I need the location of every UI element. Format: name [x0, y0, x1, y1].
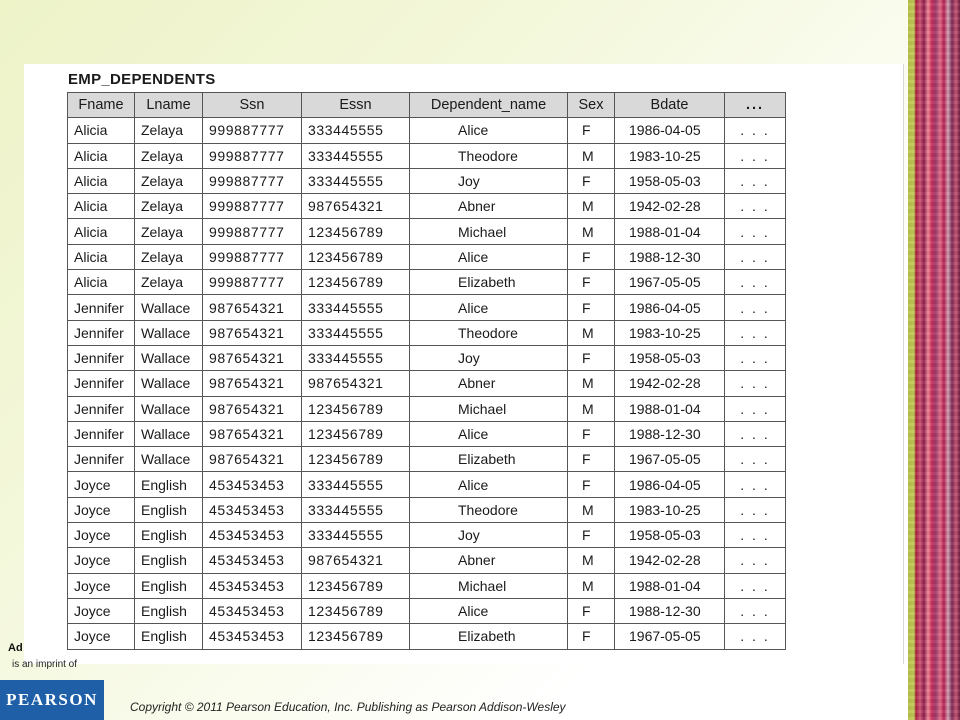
- cell-dep: Alice: [410, 118, 568, 143]
- pearson-logo: [0, 680, 104, 720]
- cell-ssn: 453453453: [203, 523, 302, 548]
- table-row: [68, 523, 786, 548]
- cell-dep: Alice: [410, 244, 568, 269]
- cell-fname: Joyce: [68, 598, 135, 623]
- cell-ssn: 453453453: [203, 624, 302, 649]
- cell-lname: English: [135, 497, 203, 522]
- cell-fname: Jennifer: [68, 320, 135, 345]
- cell-dep: Abner: [410, 548, 568, 573]
- col-header-lname: Lname: [135, 93, 203, 118]
- cell-dep: Michael: [410, 219, 568, 244]
- cell-sex: F: [568, 270, 615, 295]
- cell-more: . . .: [725, 118, 786, 143]
- cell-fname: Jennifer: [68, 371, 135, 396]
- cell-sex: F: [568, 523, 615, 548]
- table-row: [68, 244, 786, 269]
- col-header-dependent-name: Dependent_name: [410, 93, 568, 118]
- cell-bdate: 1967-05-05: [615, 624, 725, 649]
- cell-bdate: 1958-05-03: [615, 345, 725, 370]
- cell-dep: Joy: [410, 523, 568, 548]
- cell-ssn: 999887777: [203, 194, 302, 219]
- cell-ssn: 453453453: [203, 573, 302, 598]
- cell-fname: Alicia: [68, 168, 135, 193]
- cell-dep: Michael: [410, 573, 568, 598]
- cell-essn: 333445555: [302, 295, 410, 320]
- cell-bdate: 1988-12-30: [615, 421, 725, 446]
- cell-bdate: 1988-01-04: [615, 219, 725, 244]
- cell-fname: Joyce: [68, 523, 135, 548]
- emp-dependents-table: [67, 92, 786, 650]
- cell-dep: Theodore: [410, 143, 568, 168]
- cell-lname: Wallace: [135, 447, 203, 472]
- cell-more: . . .: [725, 320, 786, 345]
- cell-lname: Zelaya: [135, 219, 203, 244]
- cell-ssn: 999887777: [203, 270, 302, 295]
- cell-bdate: 1967-05-05: [615, 447, 725, 472]
- cell-fname: Joyce: [68, 548, 135, 573]
- cell-sex: F: [568, 598, 615, 623]
- cell-essn: 123456789: [302, 396, 410, 421]
- table-header-row: [68, 93, 786, 118]
- cell-lname: English: [135, 523, 203, 548]
- table-title: EMP_DEPENDENTS: [68, 71, 216, 88]
- cell-ssn: 987654321: [203, 396, 302, 421]
- cell-more: . . .: [725, 143, 786, 168]
- table-row: [68, 548, 786, 573]
- table-row: [68, 194, 786, 219]
- cell-sex: F: [568, 118, 615, 143]
- cell-ssn: 453453453: [203, 497, 302, 522]
- cell-bdate: 1967-05-05: [615, 270, 725, 295]
- table-row: [68, 573, 786, 598]
- cell-dep: Alice: [410, 421, 568, 446]
- table-row: [68, 295, 786, 320]
- cell-dep: Elizabeth: [410, 624, 568, 649]
- cell-ssn: 999887777: [203, 143, 302, 168]
- cell-fname: Joyce: [68, 624, 135, 649]
- table-row: [68, 219, 786, 244]
- cell-ssn: 453453453: [203, 548, 302, 573]
- cell-ssn: 999887777: [203, 118, 302, 143]
- cell-sex: M: [568, 194, 615, 219]
- cell-bdate: 1988-01-04: [615, 396, 725, 421]
- cell-essn: 333445555: [302, 143, 410, 168]
- cell-essn: 333445555: [302, 320, 410, 345]
- cell-ssn: 987654321: [203, 295, 302, 320]
- cell-essn: 123456789: [302, 219, 410, 244]
- cell-bdate: 1958-05-03: [615, 168, 725, 193]
- table-row: [68, 168, 786, 193]
- cell-more: . . .: [725, 396, 786, 421]
- cell-more: . . .: [725, 497, 786, 522]
- table-row: [68, 598, 786, 623]
- cell-dep: Abner: [410, 194, 568, 219]
- cell-essn: 333445555: [302, 523, 410, 548]
- cell-sex: M: [568, 396, 615, 421]
- cell-bdate: 1983-10-25: [615, 320, 725, 345]
- table-row: [68, 396, 786, 421]
- cell-more: . . .: [725, 270, 786, 295]
- cell-fname: Alicia: [68, 244, 135, 269]
- col-header-essn: Essn: [302, 93, 410, 118]
- cell-essn: 333445555: [302, 497, 410, 522]
- cell-bdate: 1958-05-03: [615, 523, 725, 548]
- cell-fname: Joyce: [68, 472, 135, 497]
- copyright-footer: Copyright © 2011 Pearson Education, Inc. Publishing as Pearson Addison-Wesley: [130, 700, 566, 714]
- cell-more: . . .: [725, 345, 786, 370]
- cell-sex: M: [568, 320, 615, 345]
- cell-more: . . .: [725, 624, 786, 649]
- cell-ssn: 987654321: [203, 320, 302, 345]
- cell-sex: F: [568, 624, 615, 649]
- cell-fname: Alicia: [68, 270, 135, 295]
- cell-ssn: 453453453: [203, 472, 302, 497]
- cell-more: . . .: [725, 244, 786, 269]
- cell-sex: F: [568, 421, 615, 446]
- cell-lname: English: [135, 472, 203, 497]
- cell-sex: M: [568, 497, 615, 522]
- table-row: [68, 624, 786, 649]
- cell-bdate: 1986-04-05: [615, 295, 725, 320]
- cell-fname: Alicia: [68, 143, 135, 168]
- cell-sex: F: [568, 472, 615, 497]
- cell-bdate: 1942-02-28: [615, 194, 725, 219]
- cell-more: . . .: [725, 573, 786, 598]
- cell-fname: Jennifer: [68, 295, 135, 320]
- cell-ssn: 987654321: [203, 371, 302, 396]
- cell-dep: Theodore: [410, 497, 568, 522]
- cell-more: . . .: [725, 598, 786, 623]
- cell-essn: 123456789: [302, 270, 410, 295]
- cell-bdate: 1988-01-04: [615, 573, 725, 598]
- cell-dep: Alice: [410, 472, 568, 497]
- cell-bdate: 1986-04-05: [615, 118, 725, 143]
- pearson-logo-text: PEARSON: [6, 690, 98, 709]
- cell-bdate: 1988-12-30: [615, 244, 725, 269]
- cell-bdate: 1942-02-28: [615, 371, 725, 396]
- cell-lname: English: [135, 573, 203, 598]
- cell-lname: Wallace: [135, 295, 203, 320]
- cell-lname: Zelaya: [135, 270, 203, 295]
- table-row: [68, 345, 786, 370]
- cell-fname: Alicia: [68, 194, 135, 219]
- cell-fname: Joyce: [68, 573, 135, 598]
- cell-more: . . .: [725, 421, 786, 446]
- cell-more: . . .: [725, 219, 786, 244]
- cell-bdate: 1988-12-30: [615, 598, 725, 623]
- cell-essn: 333445555: [302, 345, 410, 370]
- cell-sex: F: [568, 168, 615, 193]
- cell-sex: M: [568, 371, 615, 396]
- cell-more: . . .: [725, 295, 786, 320]
- cell-ssn: 999887777: [203, 168, 302, 193]
- cell-essn: 987654321: [302, 548, 410, 573]
- cell-essn: 987654321: [302, 194, 410, 219]
- table-row: [68, 118, 786, 143]
- cell-lname: Wallace: [135, 320, 203, 345]
- cell-lname: Zelaya: [135, 118, 203, 143]
- cell-essn: 987654321: [302, 371, 410, 396]
- cell-more: . . .: [725, 168, 786, 193]
- cell-ssn: 999887777: [203, 219, 302, 244]
- cell-lname: Zelaya: [135, 244, 203, 269]
- cell-sex: M: [568, 219, 615, 244]
- cell-dep: Elizabeth: [410, 447, 568, 472]
- cell-essn: 123456789: [302, 421, 410, 446]
- cell-sex: F: [568, 447, 615, 472]
- cell-sex: M: [568, 548, 615, 573]
- col-header-more: ...: [725, 93, 786, 118]
- table-row: [68, 497, 786, 522]
- imprint-text: is an imprint of: [12, 659, 78, 670]
- table-row: [68, 320, 786, 345]
- cell-dep: Abner: [410, 371, 568, 396]
- cell-more: . . .: [725, 447, 786, 472]
- cell-essn: 123456789: [302, 573, 410, 598]
- cell-fname: Jennifer: [68, 447, 135, 472]
- cell-bdate: 1942-02-28: [615, 548, 725, 573]
- col-header-fname: Fname: [68, 93, 135, 118]
- cell-essn: 123456789: [302, 244, 410, 269]
- col-header-bdate: Bdate: [615, 93, 725, 118]
- cell-sex: M: [568, 573, 615, 598]
- cell-lname: Wallace: [135, 371, 203, 396]
- cell-bdate: 1983-10-25: [615, 497, 725, 522]
- cell-ssn: 987654321: [203, 345, 302, 370]
- table-row: [68, 270, 786, 295]
- cell-ssn: 999887777: [203, 244, 302, 269]
- cell-sex: M: [568, 143, 615, 168]
- cell-more: . . .: [725, 194, 786, 219]
- cell-dep: Alice: [410, 598, 568, 623]
- cell-fname: Alicia: [68, 118, 135, 143]
- col-header-ssn: Ssn: [203, 93, 302, 118]
- cell-dep: Elizabeth: [410, 270, 568, 295]
- cell-lname: Wallace: [135, 421, 203, 446]
- cell-fname: Jennifer: [68, 396, 135, 421]
- table-row: [68, 371, 786, 396]
- table-row: [68, 421, 786, 446]
- cell-ssn: 987654321: [203, 447, 302, 472]
- table-row: [68, 447, 786, 472]
- panel-divider: [903, 64, 904, 664]
- cell-dep: Michael: [410, 396, 568, 421]
- cell-lname: Wallace: [135, 345, 203, 370]
- cell-essn: 123456789: [302, 598, 410, 623]
- cell-fname: Jennifer: [68, 345, 135, 370]
- cell-more: . . .: [725, 548, 786, 573]
- cell-lname: Zelaya: [135, 194, 203, 219]
- cell-lname: English: [135, 548, 203, 573]
- table-row: [68, 472, 786, 497]
- cell-lname: English: [135, 624, 203, 649]
- cell-dep: Theodore: [410, 320, 568, 345]
- cell-essn: 123456789: [302, 447, 410, 472]
- cell-sex: F: [568, 345, 615, 370]
- cell-ssn: 453453453: [203, 598, 302, 623]
- cell-lname: Zelaya: [135, 143, 203, 168]
- cell-dep: Joy: [410, 168, 568, 193]
- decorative-color-stripe: [908, 0, 960, 720]
- cell-more: . . .: [725, 523, 786, 548]
- cell-essn: 333445555: [302, 168, 410, 193]
- cell-sex: F: [568, 295, 615, 320]
- cell-essn: 333445555: [302, 118, 410, 143]
- cell-more: . . .: [725, 371, 786, 396]
- col-header-sex: Sex: [568, 93, 615, 118]
- cell-sex: F: [568, 244, 615, 269]
- addison-wesley-fragment: Ad: [8, 642, 23, 654]
- cell-dep: Joy: [410, 345, 568, 370]
- cell-fname: Jennifer: [68, 421, 135, 446]
- cell-dep: Alice: [410, 295, 568, 320]
- cell-fname: Alicia: [68, 219, 135, 244]
- cell-essn: 333445555: [302, 472, 410, 497]
- cell-more: . . .: [725, 472, 786, 497]
- table-row: [68, 143, 786, 168]
- cell-essn: 123456789: [302, 624, 410, 649]
- cell-lname: English: [135, 598, 203, 623]
- cell-ssn: 987654321: [203, 421, 302, 446]
- cell-fname: Joyce: [68, 497, 135, 522]
- cell-bdate: 1986-04-05: [615, 472, 725, 497]
- cell-lname: Zelaya: [135, 168, 203, 193]
- cell-lname: Wallace: [135, 396, 203, 421]
- cell-bdate: 1983-10-25: [615, 143, 725, 168]
